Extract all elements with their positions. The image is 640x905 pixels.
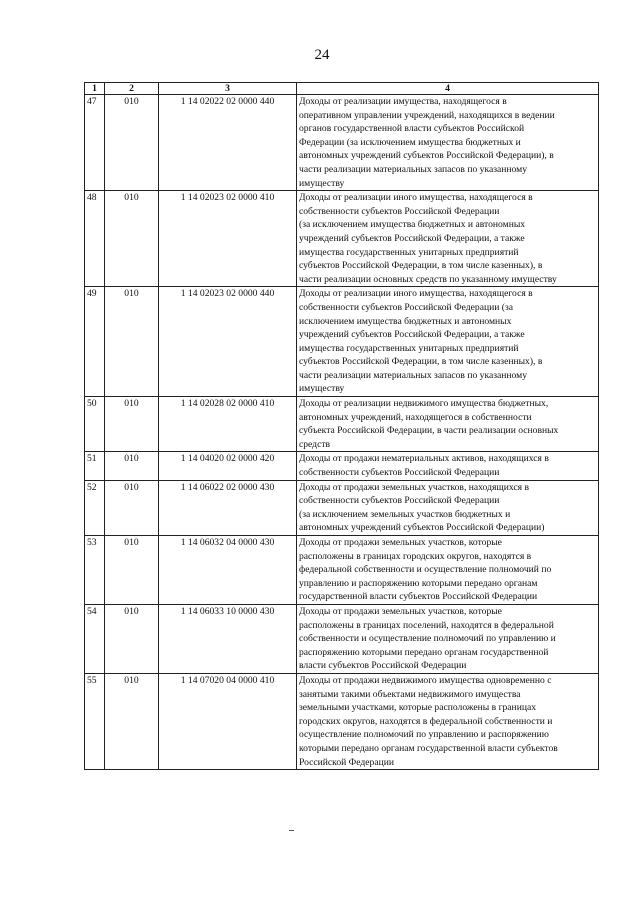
description-line: автономных учреждений субъектов Российской Федерации), в <box>299 150 554 162</box>
admin-code: 010 <box>105 604 159 673</box>
admin-code: 010 <box>105 191 159 287</box>
revenue-code: 1 14 04020 02 0000 420 <box>159 452 297 480</box>
description-line: Доходы от реализации имущества, находящегося в <box>299 96 507 107</box>
description-line: имуществу <box>299 383 345 395</box>
row-number: 49 <box>85 287 105 397</box>
admin-code: 010 <box>105 452 159 480</box>
admin-code: 010 <box>105 95 159 191</box>
description-line: учреждений субъектов Российской Федерации, а также <box>299 232 525 244</box>
description-line: органов государственной власти субъектов Российской <box>299 123 525 135</box>
row-number: 53 <box>85 536 105 605</box>
description-line: Российской Федерации <box>299 756 394 768</box>
description-line: автономных учреждений, находящегося в собственности <box>299 411 532 423</box>
row-number: 51 <box>85 452 105 480</box>
page-number: 24 <box>314 47 330 63</box>
description-line: государственной власти субъектов Российской Федерации <box>299 591 538 603</box>
description-line: городских округов, находятся в федеральной собственности и <box>299 715 553 727</box>
header-col-2: 2 <box>105 83 159 95</box>
description-line: учреждений субъектов Российской Федерации, а также <box>299 329 525 341</box>
description-line: собственности субъектов Российской Федерации <box>299 467 500 479</box>
description-line: (за исключением имущества бюджетных и автономных <box>299 219 526 231</box>
description-line: которыми передано органам государственной власти субъектов <box>299 742 558 754</box>
table-row <box>85 191 599 287</box>
table-row <box>85 604 599 673</box>
header-col-4: 4 <box>297 83 599 95</box>
row-number: 50 <box>85 397 105 452</box>
revenue-code: 1 14 02028 02 0000 410 <box>159 397 297 452</box>
description-line: субъектов Российской Федерации, в том числе казенных), в <box>299 260 543 272</box>
revenue-description <box>297 673 599 769</box>
description-line: управлению и распоряжению которыми передано органам <box>299 577 538 589</box>
description-line: субъекта Российской Федерации, в части реализации основных <box>299 425 559 437</box>
description-line: Доходы от продажи земельных участков, которые <box>299 605 502 617</box>
description-line: Доходы от реализации иного имущества, находящегося в <box>299 288 533 300</box>
revenue-description <box>297 287 599 397</box>
description-line: осуществление полномочий по управлению и распоряжению <box>299 729 549 741</box>
description-line: Доходы от реализации недвижимого имущества бюджетных, <box>299 398 549 410</box>
description-line: собственности субъектов Российской Федерации <box>299 495 500 507</box>
table-row <box>85 287 599 397</box>
table-row <box>85 480 599 535</box>
revenue-description <box>297 95 599 191</box>
description-line: собственности субъектов Российской Федерации (за <box>299 301 514 313</box>
revenue-code: 1 14 06022 02 0000 430 <box>159 480 297 535</box>
admin-code: 010 <box>105 536 159 605</box>
description-line: собственности и осуществление полномочий по управлению и <box>299 633 556 645</box>
revenue-codes-table <box>84 82 599 770</box>
page-mark <box>289 830 294 831</box>
description-line: (за исключением земельных участков бюджетных и <box>299 508 511 520</box>
description-line: части реализации основных средств по указанному имуществу <box>299 273 557 285</box>
header-col-1: 1 <box>85 83 105 95</box>
description-line: собственности субъектов Российской Федерации <box>299 205 500 217</box>
description-line: имуществу <box>299 177 345 189</box>
row-number: 52 <box>85 480 105 535</box>
admin-code: 010 <box>105 287 159 397</box>
table-row <box>85 452 599 480</box>
revenue-description <box>297 191 599 287</box>
description-line: распоряжению которыми передано органам государственной <box>299 646 549 658</box>
table-row <box>85 536 599 605</box>
row-number: 47 <box>85 95 105 191</box>
description-line: занятыми такими объектами недвижимого имущества <box>299 688 521 700</box>
revenue-description <box>297 480 599 535</box>
description-line: Доходы от продажи земельных участков, которые <box>299 537 502 548</box>
description-line: имущества государственных унитарных предприятий <box>299 246 519 258</box>
header-col-3: 3 <box>159 83 297 95</box>
table-body <box>85 95 599 770</box>
description-line: Доходы от продажи недвижимого имущества одновременно с <box>299 674 552 686</box>
table-row <box>85 673 599 769</box>
revenue-code: 1 14 06033 10 0000 430 <box>159 604 297 673</box>
description-line: средств <box>299 438 331 450</box>
revenue-description <box>297 536 599 605</box>
description-line: имущества государственных унитарных предприятий <box>299 342 519 354</box>
revenue-code: 1 14 02022 02 0000 440 <box>159 95 297 191</box>
description-line: Доходы от реализации иного имущества, находящегося в <box>299 192 533 204</box>
admin-code: 010 <box>105 480 159 535</box>
revenue-code: 1 14 06032 04 0000 430 <box>159 536 297 605</box>
admin-code: 010 <box>105 397 159 452</box>
revenue-description <box>297 397 599 452</box>
description-line: Доходы от продажи земельных участков, находящихся в <box>299 481 530 493</box>
revenue-code: 1 14 02023 02 0000 440 <box>159 287 297 397</box>
description-line: федеральной собственности и осуществление полномочий по <box>299 564 552 576</box>
admin-code: 010 <box>105 673 159 769</box>
description-line: оперативном управлении учреждений, находящихся в ведении <box>299 109 555 121</box>
table-row <box>85 397 599 452</box>
row-number: 55 <box>85 673 105 769</box>
description-line: субъектов Российской Федерации, в том числе казенных), в <box>299 356 543 368</box>
description-line: власти субъектов Российской Федерации <box>299 660 467 672</box>
description-line: автономных учреждений субъектов Российской Федерации) <box>299 522 545 534</box>
description-line: части реализации материальных запасов по указанному <box>299 163 528 175</box>
row-number: 48 <box>85 191 105 287</box>
revenue-code: 1 14 02023 02 0000 410 <box>159 191 297 287</box>
description-line: расположены в границах городских округов, находятся в <box>299 550 532 562</box>
description-line: части реализации материальных запасов по указанному <box>299 369 528 381</box>
revenue-description <box>297 452 599 480</box>
description-line: Федерации (за исключением имущества бюджетных и <box>299 136 521 148</box>
revenue-description <box>297 604 599 673</box>
description-line: исключением имущества бюджетных и автономных <box>299 315 512 327</box>
table-header-row <box>85 83 599 95</box>
row-number: 54 <box>85 604 105 673</box>
description-line: земельными участками, которые расположены в границах <box>299 702 537 714</box>
revenue-code: 1 14 07020 04 0000 410 <box>159 673 297 769</box>
description-line: расположены в границах поселений, находятся в федеральной <box>299 619 554 631</box>
table-row <box>85 95 599 191</box>
description-line: Доходы от продажи нематериальных активов, находящихся в <box>299 453 549 465</box>
